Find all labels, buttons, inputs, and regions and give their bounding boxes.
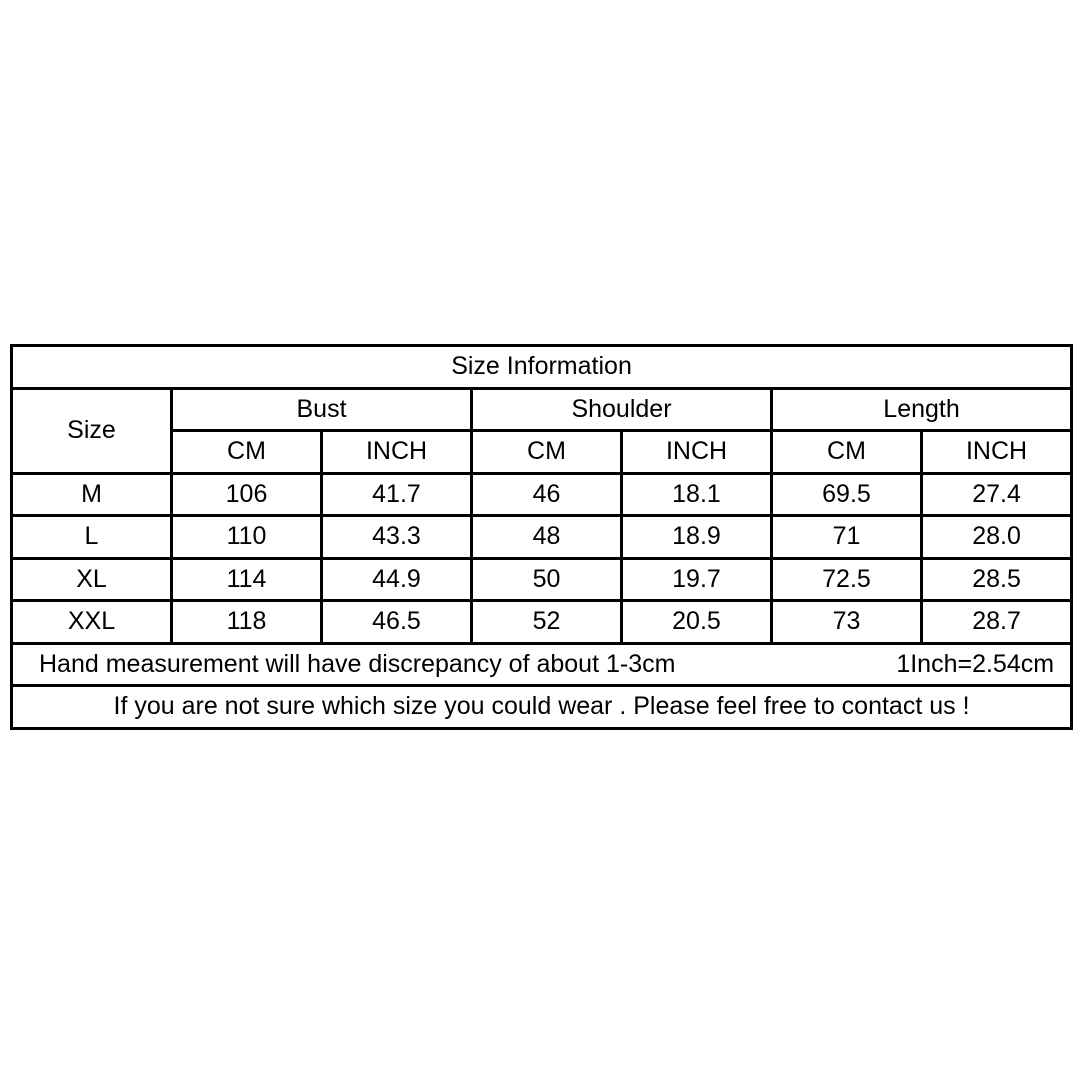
table-row (12, 516, 1072, 559)
cell-shoulder-inch: 20.5 (622, 601, 772, 644)
cell-bust-cm: 106 (172, 473, 322, 516)
table-row-group-header (12, 388, 1072, 431)
note-measurement-cell (12, 643, 1072, 686)
cell-length-inch: 28.0 (922, 516, 1072, 559)
header-unit-bust-inch: INCH (322, 431, 472, 474)
table-row-title (12, 346, 1072, 389)
note-contact-text: If you are not sure which size you could wear . Please feel free to contact us ! (12, 686, 1072, 729)
cell-length-cm: 71 (772, 516, 922, 559)
cell-bust-inch: 44.9 (322, 558, 472, 601)
cell-shoulder-cm: 52 (472, 601, 622, 644)
table-row-note-contact (12, 686, 1072, 729)
header-group-bust: Bust (172, 388, 472, 431)
header-size: Size (12, 388, 172, 473)
header-unit-shoulder-inch: INCH (622, 431, 772, 474)
cell-length-inch: 27.4 (922, 473, 1072, 516)
cell-bust-cm: 110 (172, 516, 322, 559)
cell-bust-cm: 118 (172, 601, 322, 644)
cell-size: L (12, 516, 172, 559)
cell-length-cm: 72.5 (772, 558, 922, 601)
cell-bust-cm: 114 (172, 558, 322, 601)
header-unit-length-cm: CM (772, 431, 922, 474)
header-group-length: Length (772, 388, 1072, 431)
cell-size: XL (12, 558, 172, 601)
size-information-table (10, 344, 1073, 730)
cell-shoulder-cm: 48 (472, 516, 622, 559)
cell-shoulder-cm: 46 (472, 473, 622, 516)
cell-shoulder-inch: 18.9 (622, 516, 772, 559)
header-unit-length-inch: INCH (922, 431, 1072, 474)
table-row (12, 558, 1072, 601)
note-conversion-text: 1Inch=2.54cm (896, 649, 1055, 678)
cell-bust-inch: 46.5 (322, 601, 472, 644)
cell-length-cm: 69.5 (772, 473, 922, 516)
cell-shoulder-cm: 50 (472, 558, 622, 601)
cell-shoulder-inch: 18.1 (622, 473, 772, 516)
table-row-note-measurement (12, 643, 1072, 686)
cell-length-inch: 28.7 (922, 601, 1072, 644)
cell-length-cm: 73 (772, 601, 922, 644)
header-unit-bust-cm: CM (172, 431, 322, 474)
cell-bust-inch: 43.3 (322, 516, 472, 559)
cell-size: M (12, 473, 172, 516)
header-unit-shoulder-cm: CM (472, 431, 622, 474)
table-title: Size Information (12, 346, 1072, 389)
table-row (12, 473, 1072, 516)
note-measurement-text: Hand measurement will have discrepancy of about 1-3cm (39, 649, 676, 678)
cell-shoulder-inch: 19.7 (622, 558, 772, 601)
size-chart-sheet (10, 344, 1070, 730)
header-group-shoulder: Shoulder (472, 388, 772, 431)
table-row (12, 601, 1072, 644)
cell-length-inch: 28.5 (922, 558, 1072, 601)
cell-bust-inch: 41.7 (322, 473, 472, 516)
cell-size: XXL (12, 601, 172, 644)
